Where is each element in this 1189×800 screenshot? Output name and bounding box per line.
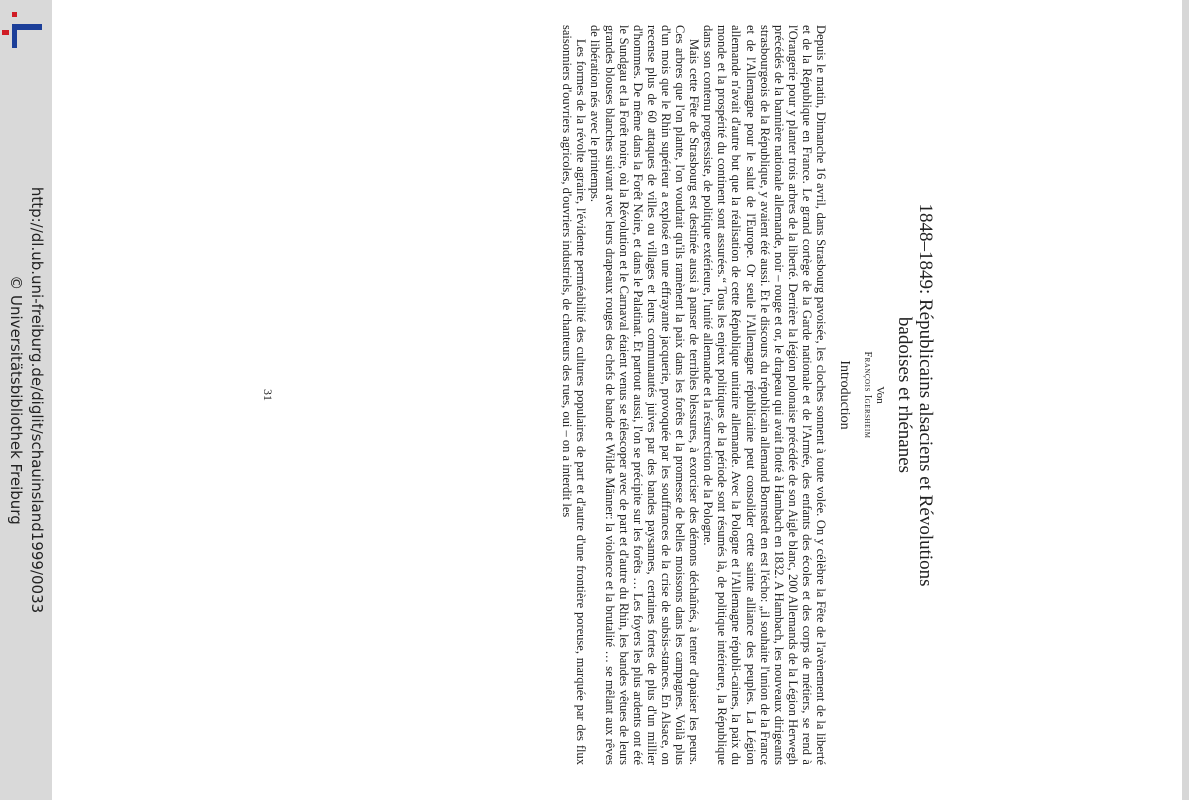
viewer-sidebar: [0, 0, 52, 800]
title-line-2: badoises et rhénanes: [894, 316, 915, 474]
copyright-notice: © Universitätsbibliothek Freiburg: [7, 275, 25, 525]
logo-blue-stem: [12, 30, 17, 48]
source-info: [5, 187, 47, 613]
page-number: 31: [261, 389, 275, 401]
university-library-logo-icon[interactable]: [0, 8, 44, 52]
article-title: [894, 25, 940, 765]
logo-red-block: [2, 30, 9, 35]
viewer-right-border: [1182, 0, 1189, 800]
author-name: François Igersheim: [862, 351, 873, 439]
paragraph: Les formes de la révolte agraire, l'évidente perméabilité des cultures populaires de part et d'autre d'une frontière poreuse, marquée par des flux saisonniers d'ouvriers agricoles, d'ouvriers industriels, de chanteurs des rues, oui – on a interdit les: [560, 25, 589, 765]
byline-author: [862, 25, 873, 765]
logo-blue-bar: [12, 24, 42, 30]
logo-red-square: [12, 12, 17, 17]
title-line-1: 1848–1849: Républicains alsaciens et Révolutions: [915, 203, 936, 587]
section-heading: Introduction: [837, 360, 852, 430]
source-url[interactable]: http://dl.ub.uni-freiburg.de/diglit/schauinsland1999/0033: [28, 186, 46, 614]
article-body: [560, 25, 828, 765]
scanned-page: [240, 25, 940, 765]
paragraph: Mais cette Fête de Strasbourg est destinée aussi à panser de terribles blessures, à exorciser des démons déchaînés, à tenter d'apaiser les peurs. Ces arbres que l'on plante, l'on voudrait qu'ils ramènent la paix dans les forêts et la promesse de belles moissons dans les campagnes. Voilà plus d'un mois que le Rhin supérieur a explosé en une effrayante jacquerie, provoquée par les souffrances de la crise de subsis-stances. En Alsace, on recense plus de 60 attaques de villes ou villages et leurs communautés juives par des bandes paysannes, certaines fortes de plus d'un millier d'hommes. De même dans la Forêt Noire, et dans le Palatinat. Et partout aussi, l'on se précipite sur les forêts … Les foyers les plus ardents ont été le Sundgau et la Forêt noire, où la Révolution et le Carnaval étaient venus se télescoper avec de part et d'autre du Rhin, les bandes vêtues de leurs grandes blouses blanches suivant avec leurs drapeaux rouges des chefs de bande et Wilde Männer: la violence et la brutalité … se mêlant aux rêves de libération nés avec le printemps.: [588, 25, 702, 765]
paragraph: Depuis le matin, Dimanche 16 avril, dans Strasbourg pavoisée, les cloches sonnent à toute volée. On y célèbre la Fête de l'avènement de la liberté et de la République en France. Le grand cortège de la Garde nationale et de l'Armée, des enfants des écoles et des corps de métiers, se rend à l'Orangerie pour y planter trois arbres de la liberté. Derrière la légion polonaise précédée de son Aigle blanc, 200 Allemands de la Légion Herwegh précédés de la bannière nationale allemande, noir – rouge et or, le drapeau qui avait flotté à Hambach en 1832. A Hambach, les nouveaux dirigeants strasbourgeois de la République, y avaient été aussi. Et le discours du républicain allemand Bornstedt en est l'écho: „il souhaite l'union de la France et de l'Allemagne pour le salut de l'Europe. Or seule l'Allemagne républicaine peut consolider cette sainte alliance des peuples. La Légion allemande n'avait d'autre but que la réalisation de cette République unitaire allemande. Avec la Pologne et l'Allemagne républi-caines, la paix du monde et la prospérité du continent sont assurées.“ Tous les enjeux politiques de la période sont résumés là, de politique intérieure, la République dans son contenu progressiste, de politique extérieure, l'unité allemande et la résurrection de la Pologne.: [701, 25, 828, 765]
byline-von: Von: [874, 386, 886, 404]
